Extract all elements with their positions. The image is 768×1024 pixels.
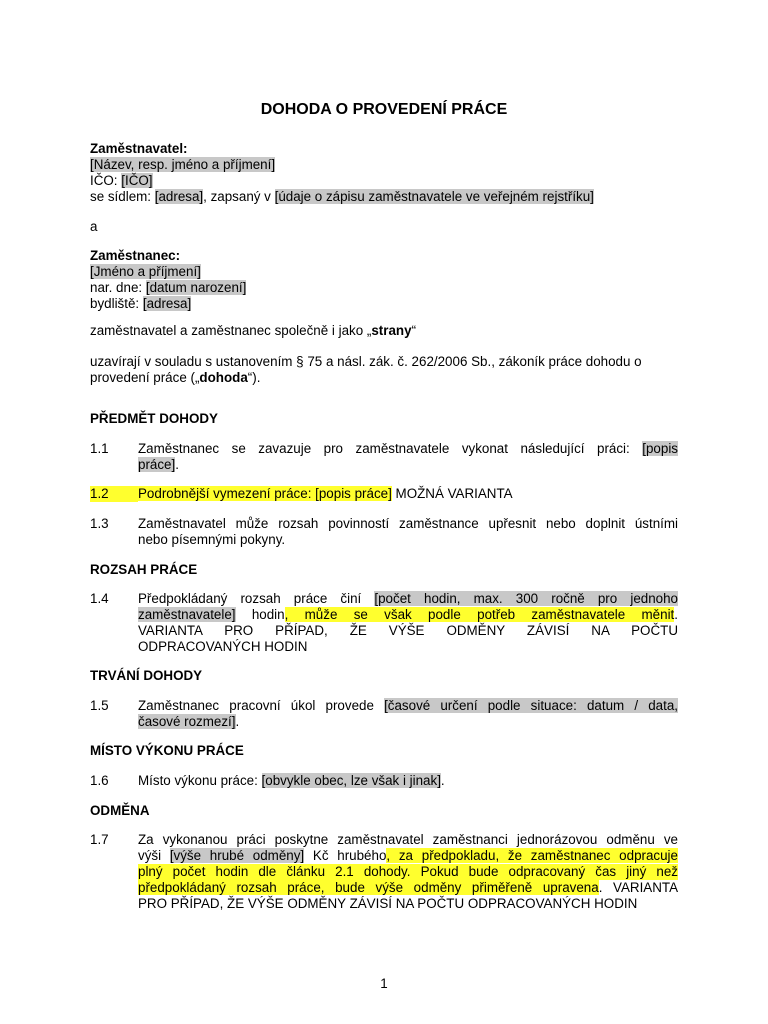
variant-label-line-1: VARIANTA PRO PŘÍPAD, ŽE VÝŠE ODMĚNY ZÁVISÍ NA POČTU [138,623,678,638]
hours-placeholder-end: zaměstnavatele] [138,607,236,622]
clause-line-1: Zaměstnavatel může rozsah povinností zaměstnance upřesnit nebo doplnit ústními [138,516,678,531]
employer-heading: Zaměstnavatel: [90,141,188,156]
parties-paragraph [90,323,678,339]
registered-text: , zapsaný v [203,189,275,204]
clause-number: 1.7 [90,832,109,847]
highlighted-line: plný počet hodin dle článku 2.1 dohody. Pokud bude odpracovaný čas jiný než [138,864,678,879]
clause-1-2 [90,486,678,502]
clause-text-part: Místo výkonu práce: [138,773,262,788]
clause-text-part: Kč hrubého [304,848,387,863]
ico-placeholder: [IČO] [121,173,153,188]
conclude-line-1: uzavírají v souladu s ustanovením § 75 a násl. zák. č. 262/2006 Sb., zákoník práce dohodu o [90,354,642,369]
highlighted-text: Podrobnější vymezení práce: [popis práce] [138,486,392,501]
clause-number: 1.5 [90,698,109,713]
clause-1-4 [90,591,678,655]
employer-ico-line [90,173,678,189]
page-number: 1 [380,976,388,991]
clause-line-1: Za vykonanou práci poskytne zaměstnavatel zaměstnanci jednorázovou odměnu ve [138,832,678,847]
clause-text-end: . [440,773,445,788]
variant-label: MOŽNÁ VARIANTA [391,486,513,501]
employer-address-placeholder: [adresa] [154,189,204,204]
clause-text [138,832,678,912]
section-heading-scope: ROZSAH PRÁCE [90,562,198,577]
section-heading-place: MÍSTO VÝKONU PRÁCE [90,743,244,758]
document-page [90,0,678,1024]
seat-label: se sídlem: [90,189,155,204]
variant-label: . VARIANTA [598,880,679,895]
highlighted-text: , za předpokladu, že zaměstnanec odpracuje [386,848,678,863]
employee-address-placeholder: [adresa] [142,296,192,311]
work-description-placeholder: [popis [642,441,678,456]
conclude-bold-term: dohoda [199,370,248,385]
clause-text-part: hodin [235,607,285,622]
clause-number: 1.3 [90,516,109,531]
employer-block [90,141,678,205]
clause-1-1 [90,441,678,473]
clause-1-5 [90,698,678,730]
clause-number: 1.4 [90,591,109,606]
section-heading-reward: ODMĚNA [90,803,150,818]
conclude-paragraph [90,354,678,386]
variant-label-line: PRO PŘÍPAD, ŽE VÝŠE ODMĚNY ZÁVISÍ NA POČTU ODPRACOVANÝCH HODIN [138,896,638,911]
clause-text-part: Zaměstnanec pracovní úkol provede [138,698,385,713]
clause-number: 1.2 [90,486,138,502]
clause-text-part: výši [138,848,170,863]
place-placeholder: [obvykle obec, lze však i jinak] [261,773,441,788]
employer-name-placeholder: [Název, resp. jméno a příjmení] [90,157,276,172]
clause-line-2: nebo písemnými pokyny. [138,532,286,547]
clause-text-end: . [674,607,679,622]
employee-block [90,248,678,312]
time-placeholder-end: časové rozmezí] [138,714,236,729]
clause-text [138,773,678,789]
employee-name-line [90,264,678,280]
clause-text [138,591,678,655]
clause-text [138,698,678,730]
clause-text [138,441,678,473]
clause-text-end: . [235,714,240,729]
and-text: a [90,219,98,234]
conclude-close: “). [247,370,261,385]
highlighted-text: , může se však podle potřeb zaměstnavatele měnit [284,607,675,622]
registry-placeholder: [údaje o zápisu zaměstnavatele ve veřejném rejstříku] [274,189,594,204]
born-placeholder: [datum narození] [145,280,247,295]
clause-text [138,486,678,502]
section-heading-duration: TRVÁNÍ DOHODY [90,668,203,683]
employer-name-line [90,157,678,173]
work-description-placeholder-end: práce] [138,457,176,472]
residence-label: bydliště: [90,296,143,311]
conclude-text: provedení práce („ [90,370,200,385]
employee-heading: Zaměstnanec: [90,248,181,263]
clause-text-part: Předpokládaný rozsah práce činí [138,591,375,606]
parties-bold-term: strany [371,323,412,338]
clause-1-3 [90,516,678,548]
reward-placeholder: [výše hrubé odměny] [169,848,305,863]
parties-text: zaměstnavatel a zaměstnanec společně i jako „ [90,323,372,338]
employer-seat-line [90,189,678,205]
clause-text-part: Zaměstnanec se zavazuje pro zaměstnavatele vykonat následující práci: [138,441,643,456]
conclude-line-2 [90,370,678,386]
highlighted-text: předpokládaný rozsah práce, bude výše odměny přiměřeně upravena [138,880,599,895]
clause-text-end: . [175,457,179,472]
time-placeholder: [časové určení podle situace: datum / data, [384,698,678,713]
document-title: DOHODA O PROVEDENÍ PRÁCE [260,101,508,118]
clause-1-7 [90,832,678,912]
parties-close-quote: “ [411,323,417,338]
clause-number: 1.6 [90,773,109,788]
hours-placeholder: [počet hodin, max. 300 ročně pro jednoho [374,591,678,606]
employee-residence-line [90,296,678,312]
clause-number: 1.1 [90,441,109,456]
employee-born-line [90,280,678,296]
clause-1-6 [90,773,678,789]
variant-label-line-2: ODPRACOVANÝCH HODIN [138,639,308,654]
clause-text [138,516,678,548]
section-heading-subject: PŘEDMĚT DOHODY [90,411,218,426]
employee-name-placeholder: [Jméno a příjmení] [90,264,201,279]
born-label: nar. dne: [90,280,146,295]
ico-label: IČO: [90,173,122,188]
